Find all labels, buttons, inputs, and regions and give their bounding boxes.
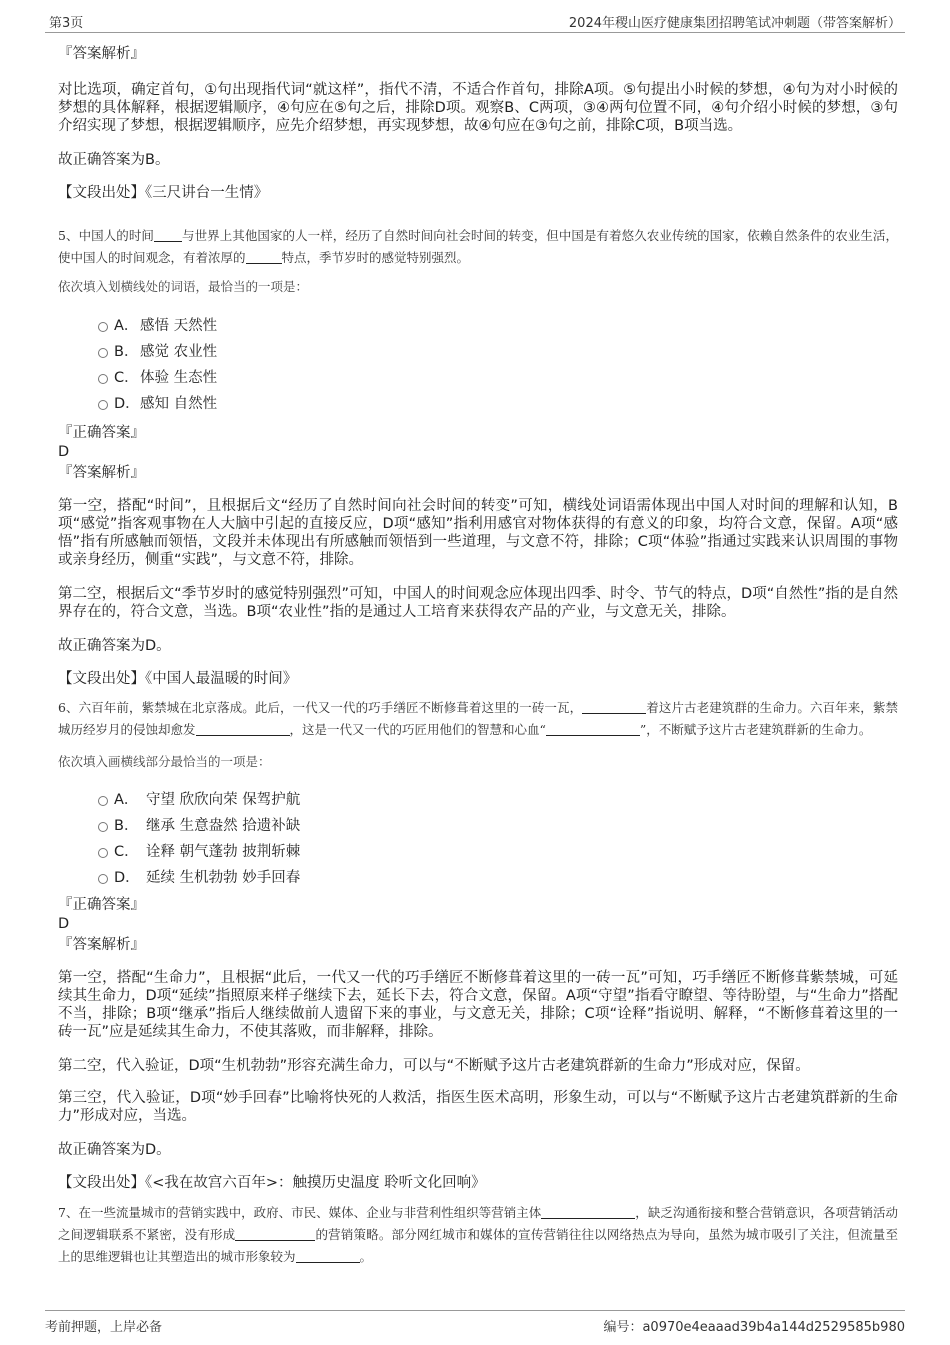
q5-correct-answer: D (58, 444, 70, 460)
q6-analysis-2: 第二空，代入验证，D项“生机勃勃”形容充满生命力，可以与“不断赋予这片古老建筑群新的生命力”形成对应，保留。 (58, 1058, 810, 1074)
radio-icon[interactable] (98, 796, 108, 806)
q5-source: 【文段出处】《中国人最温暖的时间》 (58, 671, 298, 687)
radio-icon[interactable] (98, 822, 108, 832)
q5-blank-2 (246, 249, 282, 264)
q6-analysis-3: 第三空，代入验证，D项“妙手回春”比喻将快死的人救活，指医生医术高明，形象生动，可以与“不断赋予这片古老建筑群新的生命力”形成对应，当选。 (58, 1090, 898, 1124)
q7-stem-part-1: 7、在一些流量城市的营销实践中，政府、市民、媒体、企业与非营利性组织等营销主体 (58, 1205, 542, 1220)
q6-analysis-label: 『答案解析』 (58, 937, 145, 953)
q6-option-b[interactable]: B． 继承 生意盎然 拾遗补缺 (58, 813, 898, 839)
q7-blank-3 (296, 1248, 360, 1263)
q7-stem-part-2: ，缺乏沟通衔接和整合营销意识，各项营销活动之间逻辑联系不紧密，没有形成 (58, 1205, 898, 1242)
q6-option-d[interactable]: D． 延续 生机勃勃 妙手回春 (58, 865, 898, 891)
q6-stem-part-4: ”，不断赋予这片古老建筑群新的生命力。 (639, 722, 872, 737)
q5-option-c[interactable]: C． 体验 生态性 (58, 365, 898, 391)
radio-icon[interactable] (98, 322, 108, 332)
q6-stem (58, 697, 898, 741)
q6-blank-1 (582, 699, 646, 714)
page-footer (45, 1310, 905, 1335)
q5-options (58, 313, 898, 417)
q5-option-a[interactable]: A． 感悟 天然性 (58, 313, 898, 339)
q7-stem-part-3: 的营销策略。部分网红城市和媒体的宣传营销往往以网络热点为导向，虽然为城市吸引了关注，但流量至上的思维逻辑也让其塑造出的城市形象较为 (58, 1227, 898, 1264)
document-code (603, 1316, 905, 1335)
q4-analysis-label: 『答案解析』 (58, 46, 145, 62)
q4-conclusion: 故正确答案为B。 (58, 152, 170, 168)
q4-source: 【文段出处】《三尺讲台一生情》 (58, 185, 269, 201)
q6-correct-answer: D (58, 916, 70, 932)
page-number: 第3页 (49, 16, 84, 31)
radio-icon[interactable] (98, 400, 108, 410)
q6-stem-part-2: 着这片古老建筑群的生命力。六百年来，紫禁城历经岁月的侵蚀却愈发 (58, 700, 898, 737)
q5-conclusion: 故正确答案为D。 (58, 638, 171, 654)
q5-stem-part-3: 特点，季节岁时的感觉特别强烈。 (281, 250, 470, 265)
q4-analysis: 对比选项，确定首句，①句出现指代词“就这样”，指代不清，不适合作首句，排除A项。⑤句提出小时候的梦想，④句为对小时候的梦想的具体解释，根据逻辑顺序，④句应在⑤句之后，排除D项。观察B、C两项，③④两句位置不同，④句介绍小时候的梦想，③句介绍实现了梦想，根据逻辑顺序，应先介绍梦想，再实现梦想，故④句应在③句之前，排除C项，B项当选。 (58, 82, 898, 134)
radio-icon[interactable] (98, 348, 108, 358)
page-content (58, 36, 898, 1268)
q5-analysis-1: 第一空，搭配“时间”，且根据后文“经历了自然时间向社会时间的转变”可知，横线处词语需体现出中国人对时间的理解和认知，B项“感觉”指客观事物在人大脑中引起的直接反应，D项“感知”指利用感官对物体获得的有意义的印象，均符合文意，保留。A项“感悟”指有所感触而领悟，文段并未体现出有所感触而领悟到一些道理，与文意不符，排除；C项“体验”指通过实践来认识周围的事物或亲身经历，侧重“实践”，与文意不符，排除。 (58, 498, 898, 568)
document-code-label: 编号： (603, 1320, 643, 1335)
q6-blank-2 (196, 721, 290, 736)
q6-stem-part-3: ，这是一代又一代的巧匠用他们的智慧和心血“ (289, 722, 546, 737)
radio-icon[interactable] (98, 874, 108, 884)
q5-stem (58, 225, 898, 269)
q5-analysis-2: 第二空，根据后文“季节岁时的感觉特别强烈”可知，中国人的时间观念应体现出四季、时令、节气的特点，D项“自然性”指的是自然界存在的，符合文意，当选。B项“农业性”指的是通过人工培育来获得农产品的产业，与文意无关，排除。 (58, 586, 898, 620)
document-code-value: a0970e4eaaad39b4a144d2529585b980 (642, 1320, 905, 1335)
q7-stem (58, 1202, 898, 1268)
q7-blank-2 (235, 1226, 315, 1241)
footer-slogan: 考前押题，上岸必备 (45, 1320, 163, 1335)
radio-icon[interactable] (98, 374, 108, 384)
q6-correct-label: 『正确答案』 (58, 897, 145, 913)
q7-stem-part-4: 。 (359, 1249, 373, 1264)
q6-conclusion: 故正确答案为D。 (58, 1142, 171, 1158)
q6-stem-part-1: 6、六百年前，紫禁城在北京落成。此后，一代又一代的巧手缮匠不断修葺着这里的一砖一瓦， (58, 700, 583, 715)
q5-option-d[interactable]: D． 感知 自然性 (58, 391, 898, 417)
q5-stem-part-2: 与世界上其他国家的人一样，经历了自然时间向社会时间的转变，但中国是有着悠久农业传统的国家，依赖自然条件的农业生活，使中国人的时间观念，有着浓厚的 (58, 228, 898, 265)
q6-option-c[interactable]: C． 诠释 朝气蓬勃 披荆斩棘 (58, 839, 898, 865)
q6-source: 【文段出处】《<我在故宫六百年>：触摸历史温度 聆听文化回响》 (58, 1175, 486, 1191)
q5-stem-part-1: 5、中国人的时间 (58, 228, 154, 243)
q6-analysis-1: 第一空，搭配“生命力”，且根据“此后，一代又一代的巧手缮匠不断修葺着这里的一砖一瓦”可知，巧手缮匠不断修葺紫禁城，可延续其生命力，D项“延续”指照原来样子继续下去，延长下去，符合文意，保留。A项“守望”指看守瞭望、等待盼望，与“生命力”搭配不当，排除；B项“继承”指后人继续做前人遗留下来的事业，与文意无关，排除；C项“诠释”指说明、解释，“不断修葺着这里的一砖一瓦”应是延续其生命力，不使其落败，而非解释，排除。 (58, 970, 898, 1040)
q6-instruction: 依次填入画横线部分最恰当的一项是： (58, 754, 271, 769)
q5-option-b[interactable]: B． 感觉 农业性 (58, 339, 898, 365)
q5-correct-label: 『正确答案』 (58, 425, 145, 441)
q5-blank-1 (154, 227, 182, 242)
q7-blank-1 (541, 1204, 635, 1219)
radio-icon[interactable] (98, 848, 108, 858)
q6-option-a[interactable]: A． 守望 欣欣向荣 保驾护航 (58, 787, 898, 813)
q5-instruction: 依次填入划横线处的词语，最恰当的一项是： (58, 279, 309, 294)
q5-analysis-label: 『答案解析』 (58, 465, 145, 481)
q6-options (58, 787, 898, 891)
document-title: 2024年稷山医疗健康集团招聘笔试冲刺题（带答案解析） (568, 16, 901, 31)
q6-blank-3 (546, 721, 640, 736)
page-header (45, 10, 905, 33)
